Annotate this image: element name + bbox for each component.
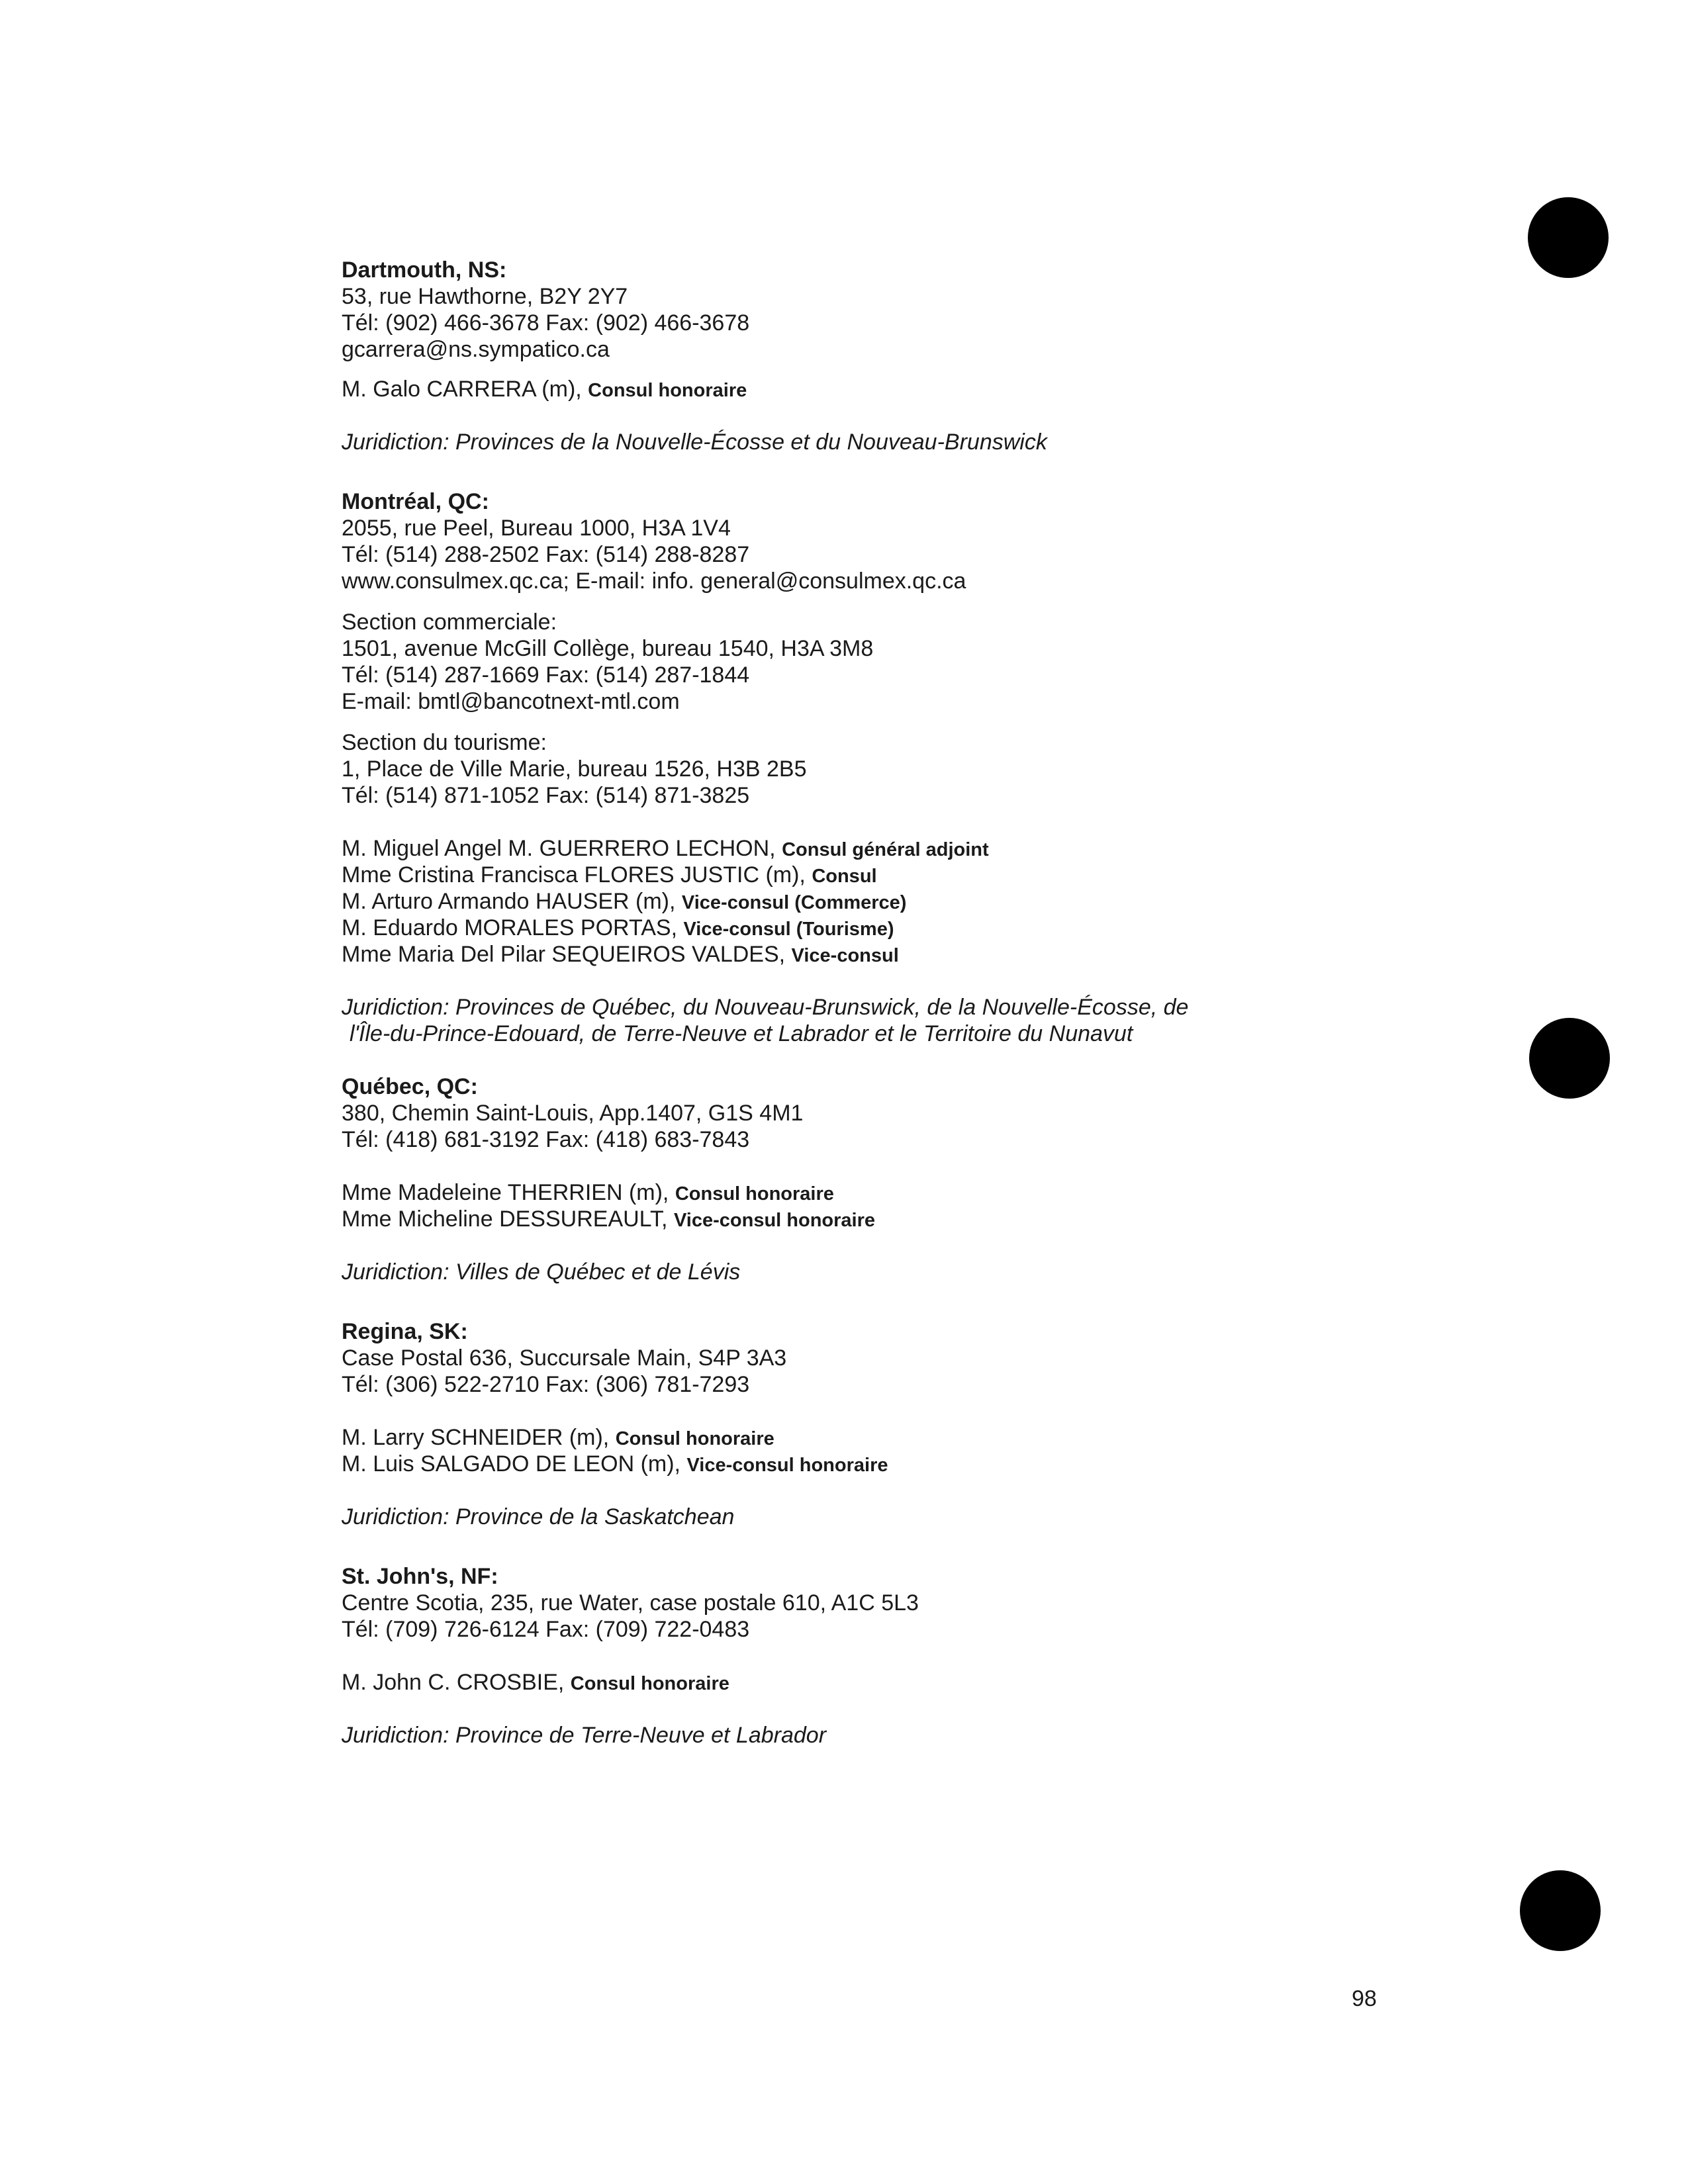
person-montreal-3 bbox=[342, 888, 906, 916]
person-role: Vice-consul honoraire bbox=[673, 1210, 876, 1231]
section-heading-regina: Regina, SK: bbox=[342, 1319, 468, 1344]
person-role: Consul honoraire bbox=[615, 1428, 774, 1449]
commercial-tel-montreal: Tél: (514) 287-1669 Fax: (514) 287-1844 bbox=[342, 662, 750, 688]
person-dartmouth-1 bbox=[342, 376, 747, 404]
person-name: M. Eduardo MORALES PORTAS, bbox=[342, 915, 678, 940]
person-role: Vice-consul (Commerce) bbox=[681, 892, 907, 913]
binder-hole-bottom bbox=[1520, 1870, 1601, 1951]
section-heading-dartmouth: Dartmouth, NS: bbox=[342, 257, 507, 283]
address-dartmouth: 53, rue Hawthorne, B2Y 2Y7 bbox=[342, 284, 628, 309]
person-montreal-4 bbox=[342, 915, 894, 942]
page-number: 98 bbox=[1352, 1986, 1377, 2011]
section-heading-stjohns: St. John's, NF: bbox=[342, 1564, 498, 1589]
jurisdiction-quebec: Juridiction: Villes de Québec et de Lévis bbox=[342, 1259, 741, 1285]
person-name: Mme Madeleine THERRIEN (m), bbox=[342, 1180, 669, 1205]
person-quebec-1 bbox=[342, 1179, 834, 1207]
address-montreal: 2055, rue Peel, Bureau 1000, H3A 1V4 bbox=[342, 516, 731, 541]
person-name: M. Luis SALGADO DE LEON (m), bbox=[342, 1451, 680, 1477]
person-quebec-2 bbox=[342, 1206, 875, 1234]
jurisdiction-dartmouth: Juridiction: Provinces de la Nouvelle-Écosse et du Nouveau-Brunswick bbox=[342, 430, 1047, 455]
person-role: Consul honoraire bbox=[588, 380, 747, 401]
person-name: M. Larry SCHNEIDER (m), bbox=[342, 1425, 610, 1450]
person-role: Vice-consul (Tourisme) bbox=[683, 919, 894, 940]
person-montreal-5 bbox=[342, 941, 899, 969]
person-role: Consul général adjoint bbox=[782, 839, 989, 860]
person-stjohns-1 bbox=[342, 1669, 729, 1697]
jurisdiction-montreal-line-1: Juridiction: Provinces de Québec, du Nouveau-Brunswick, de la Nouvelle-Écosse, de bbox=[342, 995, 1189, 1020]
jurisdiction-regina: Juridiction: Province de la Saskatchean bbox=[342, 1504, 735, 1529]
person-role: Vice-consul bbox=[791, 945, 899, 966]
binder-hole-top bbox=[1528, 197, 1609, 278]
person-regina-2 bbox=[342, 1451, 888, 1479]
tel-montreal: Tél: (514) 288-2502 Fax: (514) 288-8287 bbox=[342, 542, 750, 567]
person-role: Consul honoraire bbox=[675, 1183, 834, 1205]
person-name: M. Arturo Armando HAUSER (m), bbox=[342, 889, 676, 914]
tel-dartmouth: Tél: (902) 466-3678 Fax: (902) 466-3678 bbox=[342, 310, 750, 336]
address-quebec: 380, Chemin Saint-Louis, App.1407, G1S 4M1 bbox=[342, 1101, 804, 1126]
commercial-title-montreal: Section commerciale: bbox=[342, 610, 557, 635]
binder-hole-middle bbox=[1529, 1018, 1610, 1099]
person-role: Consul honoraire bbox=[570, 1673, 729, 1694]
person-role: Consul bbox=[812, 866, 877, 887]
tel-quebec: Tél: (418) 681-3192 Fax: (418) 683-7843 bbox=[342, 1127, 750, 1152]
person-montreal-2 bbox=[342, 862, 877, 889]
person-role: Vice-consul honoraire bbox=[686, 1455, 888, 1476]
jurisdiction-montreal-line-2: l'Île-du-Prince-Edouard, de Terre-Neuve et Labrador et le Territoire du Nunavut bbox=[350, 1021, 1133, 1046]
tourism-address-montreal: 1, Place de Ville Marie, bureau 1526, H3B 2B5 bbox=[342, 756, 807, 782]
commercial-email-montreal: E-mail: bmtl@bancotnext-mtl.com bbox=[342, 689, 680, 714]
tel-stjohns: Tél: (709) 726-6124 Fax: (709) 722-0483 bbox=[342, 1617, 750, 1642]
person-name: M. Galo CARRERA (m), bbox=[342, 377, 582, 402]
person-regina-1 bbox=[342, 1424, 774, 1452]
tourism-tel-montreal: Tél: (514) 871-1052 Fax: (514) 871-3825 bbox=[342, 783, 750, 808]
person-montreal-1 bbox=[342, 835, 989, 863]
web-montreal: www.consulmex.qc.ca; E-mail: info. general@consulmex.qc.ca bbox=[342, 569, 966, 594]
person-name: Mme Cristina Francisca FLORES JUSTIC (m), bbox=[342, 862, 806, 887]
person-name: Mme Maria Del Pilar SEQUEIROS VALDES, bbox=[342, 942, 786, 967]
section-heading-quebec: Québec, QC: bbox=[342, 1074, 478, 1099]
tourism-title-montreal: Section du tourisme: bbox=[342, 730, 547, 755]
jurisdiction-stjohns: Juridiction: Province de Terre-Neuve et Labrador bbox=[342, 1723, 827, 1748]
person-name: M. John C. CROSBIE, bbox=[342, 1670, 565, 1695]
email-dartmouth: gcarrera@ns.sympatico.ca bbox=[342, 337, 610, 362]
person-name: M. Miguel Angel M. GUERRERO LECHON, bbox=[342, 836, 776, 861]
section-heading-montreal: Montréal, QC: bbox=[342, 489, 489, 514]
commercial-address-montreal: 1501, avenue McGill Collège, bureau 1540, H3A 3M8 bbox=[342, 636, 874, 661]
tel-regina: Tél: (306) 522-2710 Fax: (306) 781-7293 bbox=[342, 1372, 750, 1397]
person-name: Mme Micheline DESSUREAULT, bbox=[342, 1206, 668, 1232]
address-regina: Case Postal 636, Succursale Main, S4P 3A3 bbox=[342, 1345, 787, 1371]
address-stjohns: Centre Scotia, 235, rue Water, case postale 610, A1C 5L3 bbox=[342, 1590, 919, 1615]
